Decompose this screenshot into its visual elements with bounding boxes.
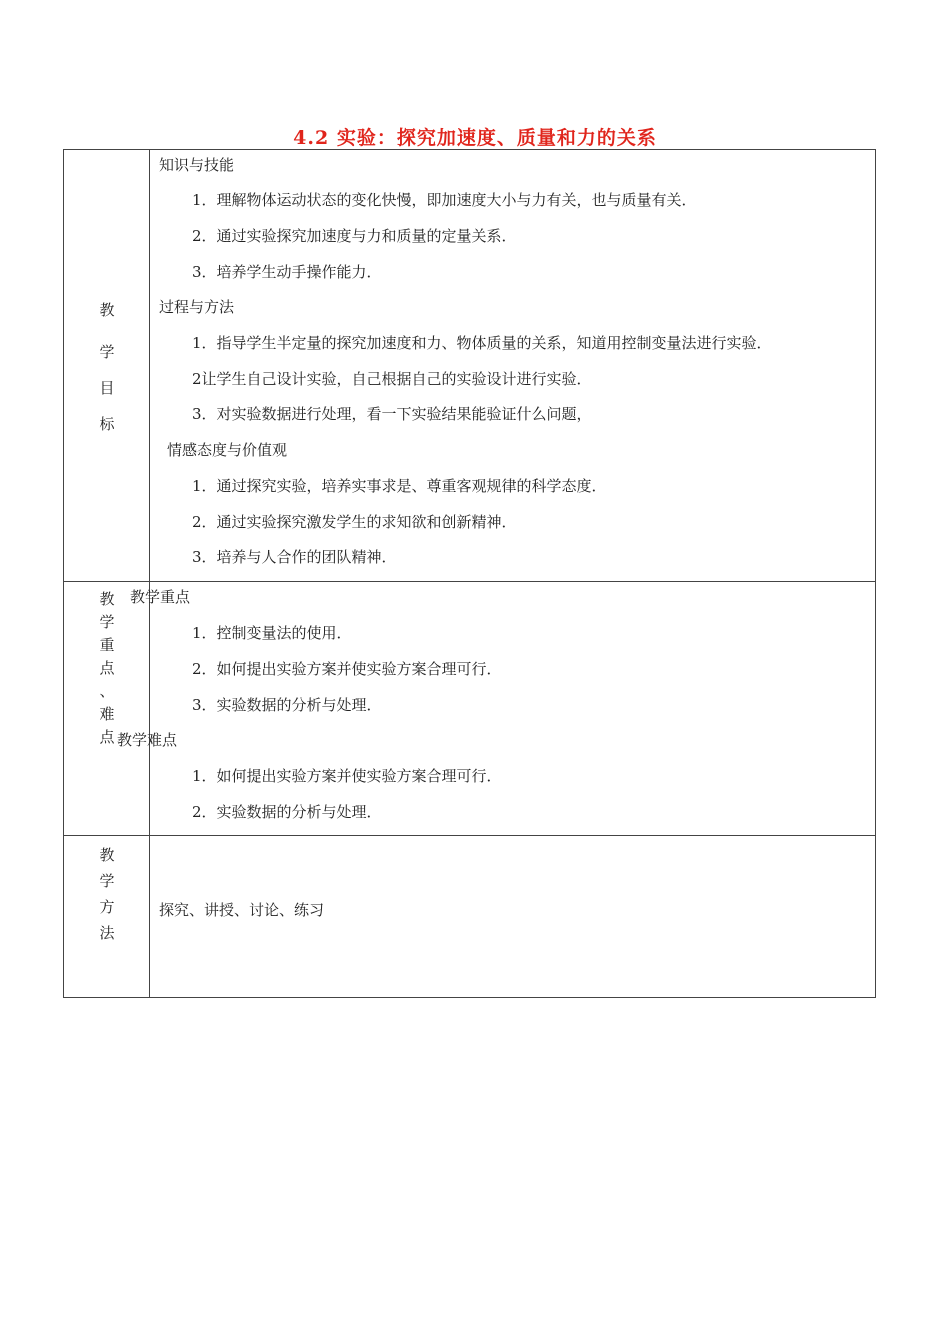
focus-item: 1．控制变量法的使用． [192,624,352,642]
focus-heading: 教学重点 [130,588,191,606]
teaching-goals-label-cell [64,150,150,581]
process-item: 3．对实验数据进行处理，看一下实验结果能验证什么问题， [192,405,592,423]
difficulty-item: 2．实验数据的分析与处理． [192,803,382,821]
teaching-goals-row [64,150,875,582]
teaching-goals-content [150,150,875,581]
key-points-row [64,582,875,836]
teaching-methods-label-cell [64,836,150,997]
knowledge-item: 3．培养学生动手操作能力． [192,263,382,281]
difficulty-heading: 教学难点 [117,731,178,749]
knowledge-heading: 知识与技能 [159,156,235,174]
difficulty-item: 1．如何提出实验方案并使实验方案合理可行． [192,767,502,785]
focus-item: 2．如何提出实验方案并使实验方案合理可行． [192,660,502,678]
knowledge-item: 2．通过实验探究加速度与力和质量的定量关系． [192,227,517,245]
teaching-goals-label: 教 学 目 标 [99,301,115,433]
focus-item: 3．实验数据的分析与处理． [192,696,382,714]
process-item: 1．指导学生半定量的探究加速度和力、物体质量的关系，知道用控制变量法进行实验． [192,334,772,352]
emotion-item: 2．通过实验探究激发学生的求知欲和创新精神． [192,513,517,531]
document-title: 4.2 实验：探究加速度、质量和力的关系 [293,127,657,149]
emotion-item: 3．培养与人合作的团队精神． [192,548,397,566]
teaching-methods-row [64,836,875,997]
key-points-label: 教 学 重 点 、 难 点 [99,590,115,746]
emotion-item: 1．通过探究实验，培养实事求是、尊重客观规律的科学态度． [192,477,607,495]
process-item: 2让学生自己设计实验，自己根据自己的实验设计进行实验． [192,370,592,388]
teaching-methods-label: 教 学 方 法 [99,846,115,942]
teaching-methods-text: 探究、讲授、讨论、练习 [159,901,325,919]
emotion-heading: 情感态度与价值观 [167,441,288,459]
knowledge-item: 1．理解物体运动状态的变化快慢，即加速度大小与力有关，也与质量有关． [192,191,697,209]
key-points-content [117,582,875,835]
lesson-plan-table [63,149,876,998]
key-points-label-cell [64,582,150,835]
teaching-methods-content [150,836,875,997]
process-heading: 过程与方法 [159,298,235,316]
